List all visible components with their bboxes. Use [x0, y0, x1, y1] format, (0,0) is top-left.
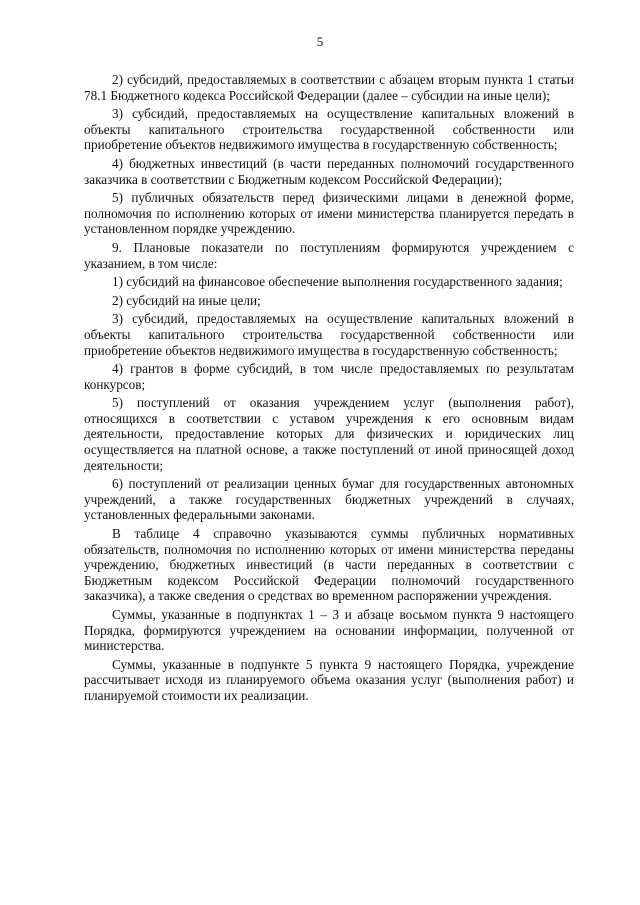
- paragraph: 9. Плановые показатели по поступлениям формируются учреждением с указанием, в том числе:: [84, 239, 574, 271]
- paragraph: 1) субсидий на финансовое обеспечение выполнения государственного задания;: [112, 274, 563, 290]
- paragraph: 5) публичных обязательств перед физическими лицами в денежной форме, полномочия по исполнению которых от имени министерства планируется передать в установленном порядке учреждению.: [84, 190, 574, 237]
- paragraph: Суммы, указанные в подпунктах 1 – 3 и абзаце восьмом пункта 9 настоящего Порядка, формируются учреждением на основании информации, полученной от министерства.: [84, 607, 574, 654]
- page-number: 5: [316, 34, 324, 49]
- paragraph: 2) субсидий, предоставляемых в соответствии с абзацем вторым пункта 1 статьи 78.1 Бюджетного кодекса Российской Федерации (далее – субсидии на иные цели);: [84, 72, 574, 103]
- document-body: [84, 72, 574, 707]
- paragraph: 2) субсидий на иные цели;: [112, 292, 261, 308]
- paragraph: 3) субсидий, предоставляемых на осуществление капитальных вложений в объекты капитального строительства государственной собственности или приобретение объектов недвижимого имущества в государственную собственность;: [84, 311, 574, 358]
- paragraph: В таблице 4 справочно указываются суммы публичных нормативных обязательств, полномочия по исполнению которых от имени министерства переданы учреждению, бюджетных инвестиций (в части переданных в соответствии с Бюджетным кодексом Российской Федерации полномочий государственного заказчика), а также сведения о средствах во временном распоряжении учреждения.: [84, 526, 574, 604]
- paragraph: Суммы, указанные в подпункте 5 пункта 9 настоящего Порядка, учреждение рассчитывает исходя из планируемого объема оказания услуг (выполнения работ) и планируемой стоимости их реализации.: [84, 656, 574, 703]
- paragraph: 4) грантов в форме субсидий, в том числе предоставляемых по результатам конкурсов;: [84, 361, 574, 392]
- paragraph: 6) поступлений от реализации ценных бумаг для государственных автономных учреждений, а также государственных бюджетных учреждений в случаях, установленных федеральными законами.: [84, 476, 574, 523]
- paragraph: 4) бюджетных инвестиций (в части переданных полномочий государственного заказчика в соответствии с Бюджетным кодексом Российской Федерации);: [84, 155, 574, 187]
- paragraph: 3) субсидий, предоставляемых на осуществление капитальных вложений в объекты капитального строительства государственной собственности или приобретение объектов недвижимого имущества в государственную собственность;: [84, 106, 574, 153]
- paragraph: 5) поступлений от оказания учреждением услуг (выполнения работ), относящихся в соответствии с уставом учреждения к его основным видам деятельности, предоставление которых для физических и юридических лиц осуществляется на платной основе, а также поступлений от иной приносящей доход деятельности;: [84, 395, 574, 473]
